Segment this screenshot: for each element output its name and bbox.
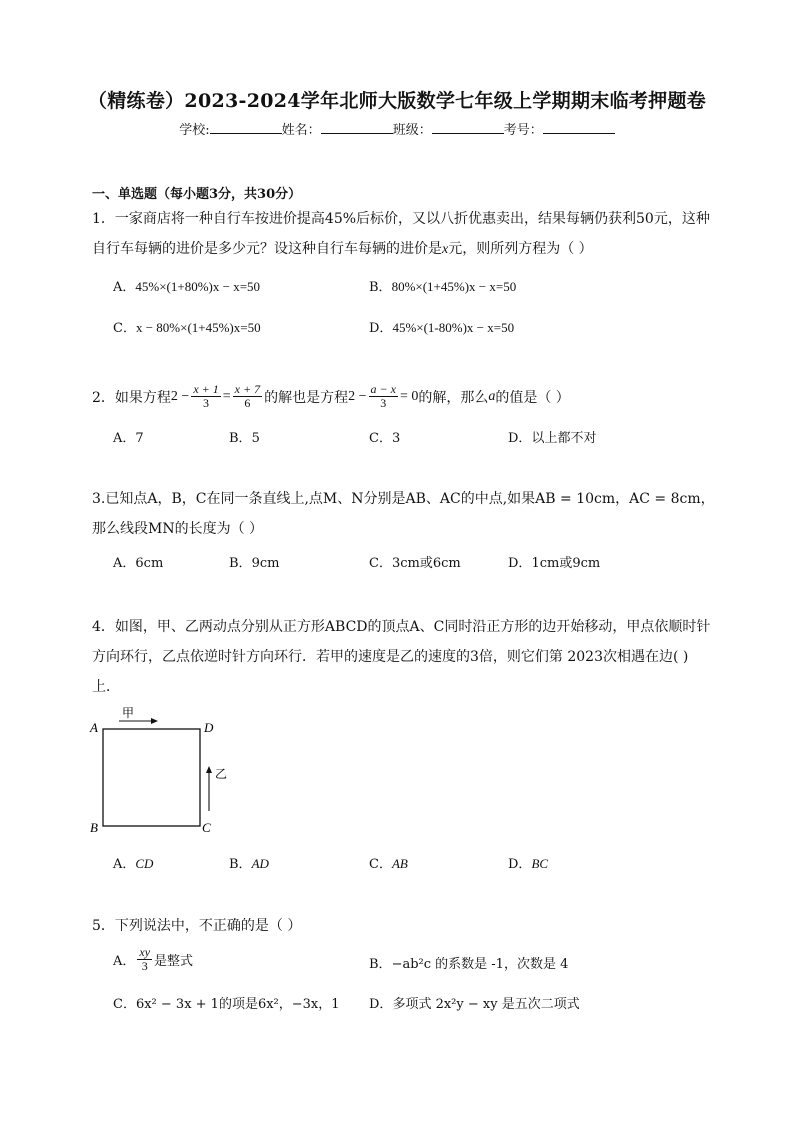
q3-option-b[interactable] [229,552,279,571]
class-blank[interactable] [432,121,504,134]
option-label: A． [113,556,136,571]
square-abcd [103,729,200,826]
option-label: B． [229,431,252,446]
yi-arrow-head [206,766,212,773]
q4-line1: 4．如图，甲、乙两动点分别从正方形ABCD的顶点A、C同时沿正方形的边开始移动，甲点依顺时针 [92,619,711,635]
q2-var: a [488,388,496,404]
option-text: 9cm [251,556,280,571]
option-label: C． [113,321,136,336]
option-label: A． [113,954,136,969]
option-label: C． [113,997,136,1012]
jia-label: 甲 [122,706,135,720]
frac-num: xy [139,945,151,959]
q2-eq2-lead: 2 − [348,388,367,404]
q1-line2 [92,238,593,258]
option-text: AB [391,856,408,871]
q2-frac1 [191,383,220,410]
vertex-d-label: D [204,720,214,735]
q2-frac3 [369,383,398,410]
option-label: C． [369,431,392,446]
option-text: 1cm或9cm [531,556,601,571]
option-text: −ab²c 的系数是 -1，次数是 4 [391,957,569,972]
q5-option-b[interactable] [369,953,568,972]
name-label: 姓名： [281,123,321,138]
frac-num: x + 7 [234,382,261,396]
q2-eq1-eq: = [222,388,231,404]
q5-frac [137,946,152,973]
q2-option-d[interactable] [508,427,596,446]
q1-line1: 1．一家商店将一种自行车按进价提高45%后标价，又以八折优惠卖出，结果每辆仍获利50元，这种 [92,211,710,227]
option-text: BC [531,856,549,871]
school-blank[interactable] [210,121,282,134]
class-label: 班级： [392,123,432,138]
q1-option-b[interactable] [369,276,516,295]
yi-label: 乙 [215,767,228,781]
q5-stem: 5．下列说法中，不正确的是（ ） [92,918,302,934]
q1-line2-a: 自行车每辆的进价是多少元？设这种自行车每辆的进价是 [92,241,442,257]
q5-option-c[interactable] [113,993,340,1012]
option-text: CD [135,856,154,871]
square-figure [86,700,236,840]
q3-option-a[interactable] [113,552,163,571]
frac-num: x + 1 [193,382,219,396]
q1-option-c[interactable] [113,317,261,336]
q4-option-c[interactable] [369,853,408,872]
option-label: A． [113,280,136,295]
option-label: D． [369,321,393,336]
school-label: 学校: [179,123,210,138]
option-label: D． [369,997,393,1012]
q4-option-d[interactable] [508,853,548,872]
option-label: B． [369,280,392,295]
q2-option-c[interactable] [369,427,400,446]
option-text: 3cm或6cm [391,556,461,571]
option-label: A． [113,431,136,446]
option-text: 6x² − 3x + 1的项是6x²，−3x，1 [135,997,340,1012]
option-label: B． [369,957,392,972]
option-text: 7 [135,431,144,446]
q3-option-c[interactable] [369,552,461,571]
option-label: D． [508,431,532,446]
vertex-b-label: B [90,820,98,835]
option-text: 3 [391,431,401,446]
q2-option-b[interactable] [229,427,260,446]
q5-option-d[interactable] [369,993,580,1012]
name-blank[interactable] [321,121,393,134]
jia-arrow-head [151,718,158,724]
q3-option-d[interactable] [508,552,600,571]
q1-option-d[interactable] [369,317,514,336]
vertex-c-label: C [202,820,211,835]
id-blank[interactable] [543,121,615,134]
q4-option-a[interactable] [113,853,153,872]
frac-den: 3 [141,959,148,973]
frac-den: 3 [380,396,387,410]
option-text: 以上都不对 [531,431,597,446]
q5-option-a[interactable] [113,946,193,973]
frac-num: a − x [370,382,396,396]
option-text: 5 [251,431,260,446]
q2-pre: 2．如果方程 [92,389,171,406]
option-text: 6cm [135,556,164,571]
q2-eq1-lead: 2 − [170,388,190,404]
q2-post: 的解，那么 [418,389,489,406]
frac-den: 6 [244,396,251,410]
q3-line2: 那么线段MN的长度为（ ） [92,521,264,537]
q1-option-a[interactable] [113,276,260,295]
q1-line2-b: 元，则所列方程为（ ） [448,241,593,257]
q2-post2: 的值是（ ） [495,389,570,406]
option-text: 80%×(1+45%)x − x=50 [391,279,517,294]
option-label: D． [508,556,532,571]
option-label: C． [369,857,392,872]
option-text: x − 80%×(1+45%)x=50 [135,320,261,335]
q3-line1: 3.已知点A，B，C在同一条直线上,点M、N分别是AB、AC的中点,如果AB = 10cm，AC = 8cm， [92,491,715,507]
option-text: 是整式 [154,954,194,969]
option-label: B． [229,556,252,571]
q2-eq2-tail: = 0 [399,388,419,404]
q2-stem [92,383,570,410]
option-text: AD [251,856,269,871]
option-label: A． [113,857,136,872]
q2-mid: 的解也是方程 [264,389,349,406]
q4-line2: 方向环行，乙点依逆时针方向环行．若甲的速度是乙的速度的3倍，则它们第 2023次相遇在边( ) [92,649,689,665]
option-text: 45%×(1-80%)x − x=50 [392,320,515,335]
option-label: D． [508,857,532,872]
page-title: （精练卷）2023-2024学年北师大版数学七年级上学期期末临考押题卷 [87,90,707,112]
vertex-a-label: A [90,720,98,735]
id-label: 考号： [503,123,543,138]
q2-option-a[interactable] [113,427,144,446]
frac-den: 3 [203,396,210,410]
q1-var: x [442,242,449,257]
q4-line3: 上． [92,679,120,695]
q2-frac2 [233,383,262,410]
student-info-line [0,119,794,138]
option-label: B． [229,857,252,872]
section-heading: 一、单选题（每小题3分，共30分） [92,187,302,202]
option-text: 多项式 2x²y − xy 是五次二项式 [392,997,580,1012]
option-text: 45%×(1+80%)x − x=50 [135,279,261,294]
q4-option-b[interactable] [229,853,269,872]
option-label: C． [369,556,392,571]
